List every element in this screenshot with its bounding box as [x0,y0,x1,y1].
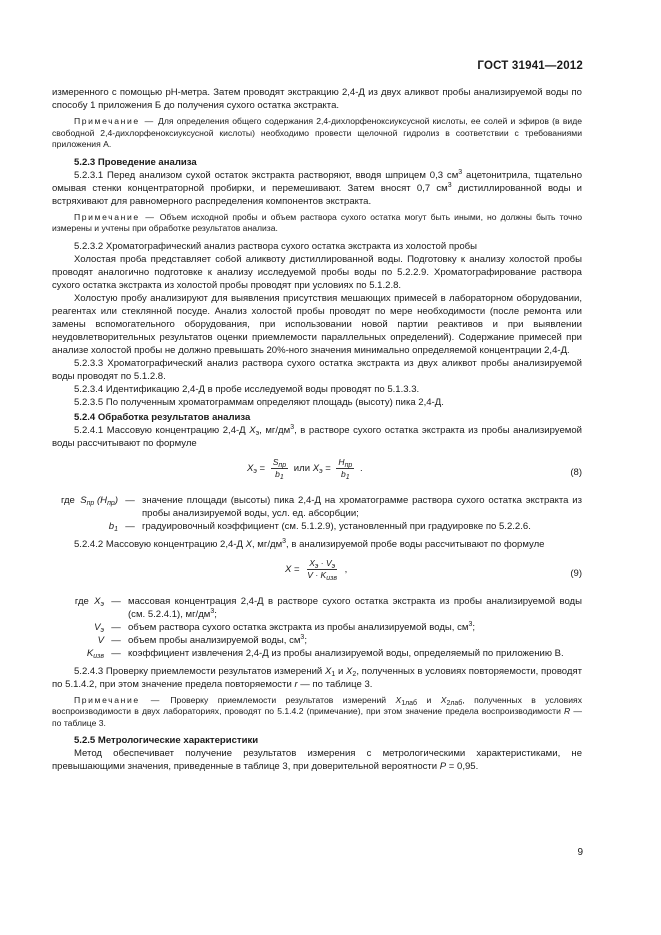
numerator [307,558,337,570]
symbol: X [309,557,315,568]
note-label: Примечание — [74,116,155,126]
paragraph-5-2-3-5: 5.2.3.5 По полученным хроматограммам определяют площадь (высоту) пика 2,4-Д. [74,396,444,408]
symbol: K [320,569,327,580]
sub: изв [326,574,338,582]
where-label: где $S_{пр}$ $(H_{пр})$ [60,494,118,507]
sub: пр [278,461,287,469]
denominator [273,469,286,480]
text-run: , в растворе сухого остатка экстракта из пробы анализируемой воды рассчитывают по формуле [52,424,582,449]
sub: э [314,562,319,570]
section-heading-5-2-4: 5.2.4 Обработка результатов анализа [74,411,251,423]
symbol: X [312,462,320,474]
where-word: где [74,595,89,607]
symbol: r [294,678,298,690]
dash: — [111,647,121,659]
paragraph-5-2-3-2: 5.2.3.2 Хроматографический анализ раствора сухого остатка экстракта из холостой пробы [74,240,477,252]
sub: 2лаб [446,699,463,707]
symbol: V [94,621,101,633]
page-number: 9 [577,847,583,858]
sub: 1 [331,670,336,678]
symbol: X [245,538,252,550]
symbol: X [285,563,292,575]
formula-8 [52,454,582,490]
symbol: X [94,595,101,607]
text-run: ; [214,608,217,620]
fraction [336,457,354,480]
paragraph-5-2-3-3: 5.2.3.3 Хроматографический анализ раствора сухого остатка экстракта из двух аликвот пробы анализируемой воды проводят по 5.1.2.8. [52,357,582,382]
text-run: ; [304,634,307,646]
note-2 [52,212,582,235]
page-content [52,86,582,773]
text-run: ацетонитрила, тщательно омывая стенки концентраторной пробирки, и перемешивают. Затем вносят 0,7 см [52,169,582,194]
definition-V [128,634,582,647]
formula-8-body [247,457,363,480]
conjunction: или [293,462,311,474]
sub: 2 [352,670,357,678]
sub: 1 [279,473,284,481]
text-run: 5.2.4.3 Проверку приемлемости результатов измерений [74,665,325,677]
text-run: объем пробы анализируемой воды, см [128,634,301,646]
punctuation: . [359,462,363,474]
text-run: массовая концентрация 2,4-Д в растворе сухого остатка экстракта из пробы анализируемой воды (см. 5.2.4.1), мг/дм [128,595,582,620]
sup-3: 3 [282,537,287,545]
fraction [271,457,288,480]
text-run: , мг/дм [252,538,283,550]
text-run: = 0,95. [446,761,479,772]
paragraph-5-2-4-1 [52,424,582,450]
sub: 1лаб [401,699,418,707]
numerator [271,457,288,469]
definition-Xe [128,595,582,621]
sub: э [331,562,336,570]
symbol: K [86,647,94,659]
text-run: 5.2.4.1 Массовую концентрацию 2,4-Д [74,424,250,436]
symbol: V [97,634,104,646]
numerator [336,457,354,469]
symbol: X [346,665,353,677]
paragraph-5-2-5 [52,747,582,773]
paragraph-5-2-4-3: 5.2.4.3 Проверку приемлемости результатов измерений $X_1$ и $X_2$, полученных в условиях повторяемости, проводят по 5.1.4.2, при этом значение предела повторяемости r — по таблице 3. [52,665,583,690]
note-1 [52,116,582,151]
formula-9 [52,555,582,591]
symbol-V [52,634,104,647]
symbol: S [80,494,87,506]
paragraph-5-2-3-4: 5.2.3.4 Идентификацию 2,4-Д в пробе исследуемой воды проводят по 5.1.3.3. [74,383,420,395]
note-3: Примечание — Проверку приемлемости результатов измерений $X_{1лаб}$ и $X_{2лаб}$, полученных в условиях воспроизводимости в двух лабораториях, проводят по 5.1.4.2 (примечание), при этом значение предела воспроизводимости R — по таблице 3. [52,694,582,728]
section-heading-5-2-3: 5.2.3 Проведение анализа [74,156,197,168]
sub: э [100,600,104,608]
dash: — [125,520,135,532]
sup-3: 3 [300,633,305,641]
sub: э [319,467,323,475]
sub: э [255,429,260,437]
formula-number: (8) [570,466,582,478]
sup-3: 3 [468,620,473,628]
symbol: X [395,694,402,705]
symbol: V [325,557,332,568]
symbol-Ve [52,621,104,634]
paragraph-5-2-4-2 [52,538,582,551]
sub: э [253,467,257,475]
note-text: Объем исходной пробы и объем раствора сухого остатка могут быть иными, но должны быть точно измерены и учтены при обработке результатов анализа. [52,211,582,233]
sub: э [100,626,104,634]
text-run: , полученных в условиях повторяемости, проводят по 5.1.4.2, при этом значение предела повторяемости [52,665,583,690]
punctuation: , [344,563,348,575]
symbol: X [440,694,447,705]
definition-S: значение площади (высоты) пика 2,4-Д на хроматограмме раствора сухого остатка экстракта из пробы анализируемой воды, усл. ед. абсорбции; [142,494,582,519]
sup-3: 3 [290,423,295,431]
symbol: X [324,665,332,677]
denominator [339,469,352,480]
fraction [305,558,339,581]
text-run: , в анализируемой пробе воды рассчитывают по формуле [286,538,545,550]
formula-number: (9) [570,567,582,579]
text-run: , полученных в условиях воспроизводимости в двух лабораториях, проводят по 5.1.4.2 (примечание), при этом значение предела воспроизводимости [52,694,582,716]
sub: 1 [345,473,350,481]
definition-b: градуировочный коэффициент (см. 5.1.2.9), установленный при градуировке по 5.2.2.6. [142,520,531,532]
dash: — [125,494,135,506]
sup-3: 3 [458,168,463,176]
symbol: X [249,424,256,436]
dash: — [111,634,121,646]
sub: 1 [114,525,118,533]
text-run: дистиллированной воды и встряхивают для равномерного распределения компонентов экстракта. [52,182,582,207]
symbol: P [439,761,447,772]
where-list-1 [52,494,582,533]
symbol-K [52,647,104,660]
text-run: — по таблице 3. [52,706,582,728]
note-text: Для определения общего содержания 2,4-дихлорфеноксиуксусной кислоты, ее солей и эфиров (в виде свободной 2,4-дихлорфеноксиуксусной кислоты) необходимо провести щелочной гидролиз в соответствии с требованиями приложения А. [52,116,582,149]
where-word: где [60,494,75,506]
sub: изв [93,652,104,660]
text-run: 5.2.4.2 Массовую концентрацию 2,4-Д [74,538,246,550]
dash: — [111,595,121,607]
paragraph: измеренного с помощью pH-метра. Затем проводят экстракцию 2,4-Д из двух аликвот пробы анализируемой воды по способу 1 приложения Б до получения сухого остатка экстракта. [52,87,582,111]
operator: = [259,462,266,474]
sub: пр [86,499,95,507]
text-run: , мг/дм [259,424,291,436]
where-label [52,595,104,621]
symbol-b [52,520,118,533]
sub: пр [107,499,115,507]
operator: = [325,462,331,474]
sup-3: 3 [210,607,215,615]
operator: = [294,563,300,575]
symbol: V [307,569,313,580]
section-heading-5-2-5: 5.2.5 Метрологические характеристики [74,735,259,746]
text-run: объем раствора сухого остатка экстракта из пробы анализируемой воды, см [128,621,469,633]
symbol: H [100,494,108,506]
operator: · [320,557,324,568]
symbol: H [338,456,345,467]
paragraph: Холостую пробу анализируют для выявления присутствия мешающих примесей в лабораторном оборудовании, реагентах или стеклянной посуде. Анализ холостой пробы проводят по мере необходимости (после ремонта или замены вспомогательного оборудования, при использовании новой партии реактивов и при выявлении неудовлетворительных результатов оценки приемлемости параллельных определений). Содержание примесей при анализе холостой пробы не должно превышать 20%-ного значения минимально определяемой концентрации 2,4-Д. [52,292,582,356]
symbol: b [341,468,346,479]
where-list-2 [52,595,582,660]
standard-header: ГОСТ 31941—2012 [477,60,583,72]
operator: · [315,569,319,580]
denominator [305,570,339,581]
text-run: Метод обеспечивает получение результатов измерения с метрологическими характеристиками, не превышающими значения, приведенные в таблице 3, при доверительной вероятности [52,748,582,772]
definition-Ve [128,621,582,634]
paragraph: Холостая проба представляет собой аликвоту дистиллированной воды. Подготовку к анализу холостой пробы проводят аналогично подготовке к анализу исследуемой пробы воды по 5.2.2.9. Хроматографирование раствора сухого остатка экстракта из холостой пробы проводят при условиях по 5.1.2.8. [52,253,582,291]
symbol: S [272,456,279,467]
symbol: b [275,468,280,479]
text-run: 5.2.3.1 Перед анализом сухой остаток экстракта растворяют, вводя шприцем 0,3 см [74,169,459,181]
text-run: Проверку приемлемости результатов измерений [170,694,396,705]
note-label: Примечание — [74,694,161,705]
symbol: X [247,462,254,474]
formula-9-body [285,558,347,581]
symbol: b [108,520,115,532]
sub: пр [344,461,353,469]
sup-3: 3 [447,181,452,189]
symbol: R [564,706,571,716]
paragraph-5-2-3-1 [52,169,582,208]
note-label: Примечание — [74,211,156,222]
text-run: ; [472,621,475,633]
text-run: — по таблице 3. [297,678,373,690]
definition-K: коэффициент извлечения 2,4-Д из пробы анализируемой воды, определяемый по приложению В. [128,647,564,659]
dash: — [111,621,121,633]
